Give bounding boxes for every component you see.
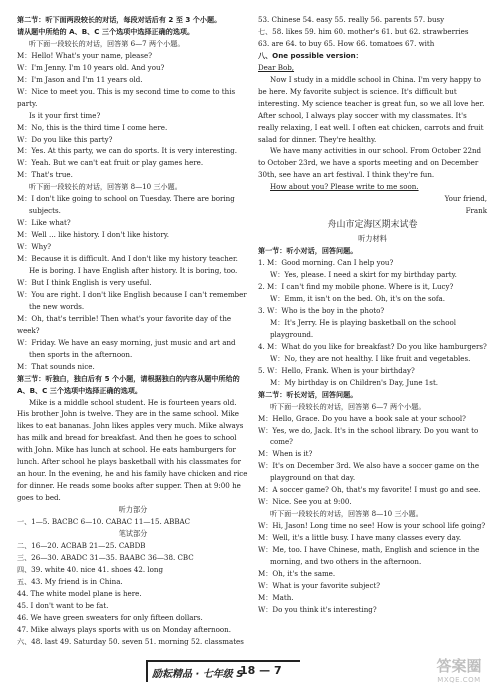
text-line: W：But I think English is very useful. [17,277,152,287]
footer-page-number: 18 — 7 [240,664,282,677]
text-line: W：Hi, Jason! Long time no see! How is your school life going? [258,521,486,531]
text-line: W：Yeah. But we can't eat fruit or play games here. [17,158,204,168]
text-line: 2. M：I can't find my mobile phone. Where is it, Lucy? [258,282,454,292]
text-line: W：It's on December 3rd. We also have a soccer game on the playground on that day. [258,461,480,483]
text-line: 45. I don't want to be fat. [17,600,109,610]
text-line: Your friend, [444,194,487,204]
text-line: W：I'm Jenny. I'm 10 years old. And you? [17,62,165,72]
text-line: 听下面一段较长的对话，回答第 6—7 两个小题。 [270,401,426,411]
watermark-logo [424,657,494,689]
left-column [17,14,249,648]
watermark-line1: 答案圈 [436,657,482,675]
text-line: 3. W：Who is the boy in the photo? [258,305,385,315]
text-line: Now I study in a middle school in China. I'm very happy to be here. My favorite subject is science. It's difficult but interesting. My science teacher is great fun, so we all love her. After school, I always play soccer with my classmates. It's really relaxing, I eat well. I often eat chicken, carrots and fruit salad for dinner. They're healthy. [258,74,485,144]
text-line: W：Why? [17,242,52,252]
text-line: M：I'm Jason and I'm 11 years old. [17,74,143,84]
text-line: W：Emm, it isn't on the bed. Oh, it's on the sofa. [270,294,446,304]
text-line: W：What is your favorite subject? [258,580,381,590]
text-line: Frank [465,206,487,216]
text-line: 46. We have green sweaters for only fifteen dollars. [17,612,203,622]
text-line: M：That sounds nice. [17,361,95,371]
text-line: 五、43. My friend is in China. [17,576,123,586]
exam-subtitle: 听力材料 [358,234,387,244]
exam-title: 舟山市定海区期末试卷 [327,220,418,231]
text-line: W：No, they are not healthy. I like fruit and vegetables. [270,353,471,363]
text-line: 47. Mike always plays sports with us on Monday afternoon. [17,624,231,634]
text-line: 听下面一段较长的对话，回答第 6—7 两个小题。 [29,38,185,48]
text-line: 听下面一段较长的对话，回答第 8—10 三小题。 [270,509,423,519]
text-line: 七、58. likes 59. him 60. mother's 61. but 62. strawberries [258,26,469,36]
text-line: W：Me, too. I have Chinese, math, English and science in the morning, and two others in the afternoon. [258,545,480,566]
text-line: W：Yes, please. I need a skirt for my birthday party. [270,270,457,280]
right-column-top [258,14,487,217]
text-line: 一、1—5. BACBC 6—10. CABAC 11—15. ABBAC [17,517,191,527]
text-line: 第二节：听长对话，回答问题。 [258,389,358,399]
text-line: 第二节：听下面两段较长的对话，每段对话后有 2 至 3 个小题。 [17,15,222,24]
text-line: Dear Bob, [258,62,295,72]
text-line: W：Nice to meet you. This is my second time to come to this party. [17,86,236,108]
text-line: M：No, this is the third time I come here. [17,122,168,132]
text-line: 笔试部分 [118,529,148,539]
text-line: 请从题中所给的 A、B、C 三个选项中选择正确的选项。 [17,26,195,36]
text-line: 5. W：Hello, Frank. When is your birthday? [258,365,415,375]
text-line: 4. M：What do you like for breakfast? Do you like hamburgers? [258,341,487,351]
watermark-line2: MXQE.COM [437,676,481,684]
text-line: M：Hello, Grace. Do you have a book sale at your school? [258,413,466,423]
text-line: W：Do you like this party? [17,134,113,144]
text-line: How about you? Please write to me soon. [270,182,419,192]
text-line: W：Friday. We have an easy morning, just music and art and then sports in the afternoon. [17,337,236,359]
text-line: Mike is a middle school student. He is fourteen years old. His brother John is twelve. They are in the same school. Mike likes to eat bananas. John likes apples very much. Mike always has milk and bread for breakfast. And then he goes to school with John. Mike has lunch at school. He eats hamburgers for lunch. After school he plays basketball with his classmates for an hour. In the evening, he and his family have chicken and rice for dinner. He reads some books after supper. Then at 9:00 he goes to bed. [17,397,248,503]
text-line: W：You are right. I don't like English because I can't remember the new words. [17,289,247,311]
text-line: M：Math. [258,592,294,602]
text-line: M：It's Jerry. He is playing basketball on the school playground. [270,317,457,339]
text-line: 44. The white model plane is here. [17,588,142,598]
text-line: M：My birthday is on Children's Day, June 1st. [270,377,439,387]
text-line: M：Oh, that's terrible! Then what's your favorite day of the week? [17,313,232,335]
text-line: 三、26—30. ABADC 31—35. BAABC 36—38. CBC [17,552,194,562]
text-line: M：Because it is difficult. And I don't like my history teacher. He is boring. I have English after history. It is boring, too. [17,254,238,276]
text-line: 六、48. last 49. Saturday 50. seven 51. morning 52. classmates [17,636,244,646]
text-line: M：A soccer game? Oh, that's my favorite! I must go and see. [258,485,481,495]
text-line: W：Like what? [17,218,71,228]
text-line: W：Nice. See you at 9:00. [258,497,352,507]
text-line: 1. M：Good morning. Can I help you? [258,258,394,268]
footer-book-title: 励耘精品 · 七年级 S [152,669,244,680]
text-line: W：Do you think it's interesting? [258,604,377,614]
text-line: 听力部分 [118,505,148,515]
text-line: M：Oh, it's the same. [258,568,336,578]
text-line: W：Yes, we do, Jack. It's in the school library. Do you want to come? [258,425,479,447]
text-line: 第三节：听独白，独白后有 5 个小题，请根据独白的内容从题中所给的 A、B、C 三个选项中选择正确的选项。 [17,373,240,395]
text-line: M：Well, it's a little busy. I have many classes every day. [258,533,462,543]
right-column-bottom [258,245,487,616]
text-line: M：I don't like going to school on Tuesday. There are boring subjects. [17,194,235,216]
text-line: M：That's true. [17,170,73,180]
text-line: M：Yes. At this party, we can do sports. It is very interesting. [17,146,238,156]
right-column [258,14,487,616]
text-line: M：Well ... like history. I don't like history. [17,230,170,240]
text-line: 二、16—20. ACBAB 21—25. CABDB [17,541,146,551]
text-line: 63. are 64. to buy 65. How 66. tomatoes 67. with [258,38,435,48]
text-line: 四、39. white 40. nice 41. shoes 42. long [17,564,164,574]
text-line: 第一节：听小对话，回答问题。 [258,246,358,256]
text-line: M：Hello! What's your name, please? [17,50,153,60]
text-line: M：When is it? [258,449,313,459]
text-line: 八、One possible version： [258,50,363,60]
text-line: We have many activities in our school. From October 22nd to October 23rd, we have a sports meeting and on December 30th, see have an art festival. I think they're fun. [258,146,482,180]
text-line: 听下面一段较长的对话，回答第 8—10 三小题。 [29,182,182,192]
text-line: Is it your first time? [29,110,101,120]
text-line: 53. Chinese 54. easy 55. really 56. parents 57. busy [258,15,445,24]
